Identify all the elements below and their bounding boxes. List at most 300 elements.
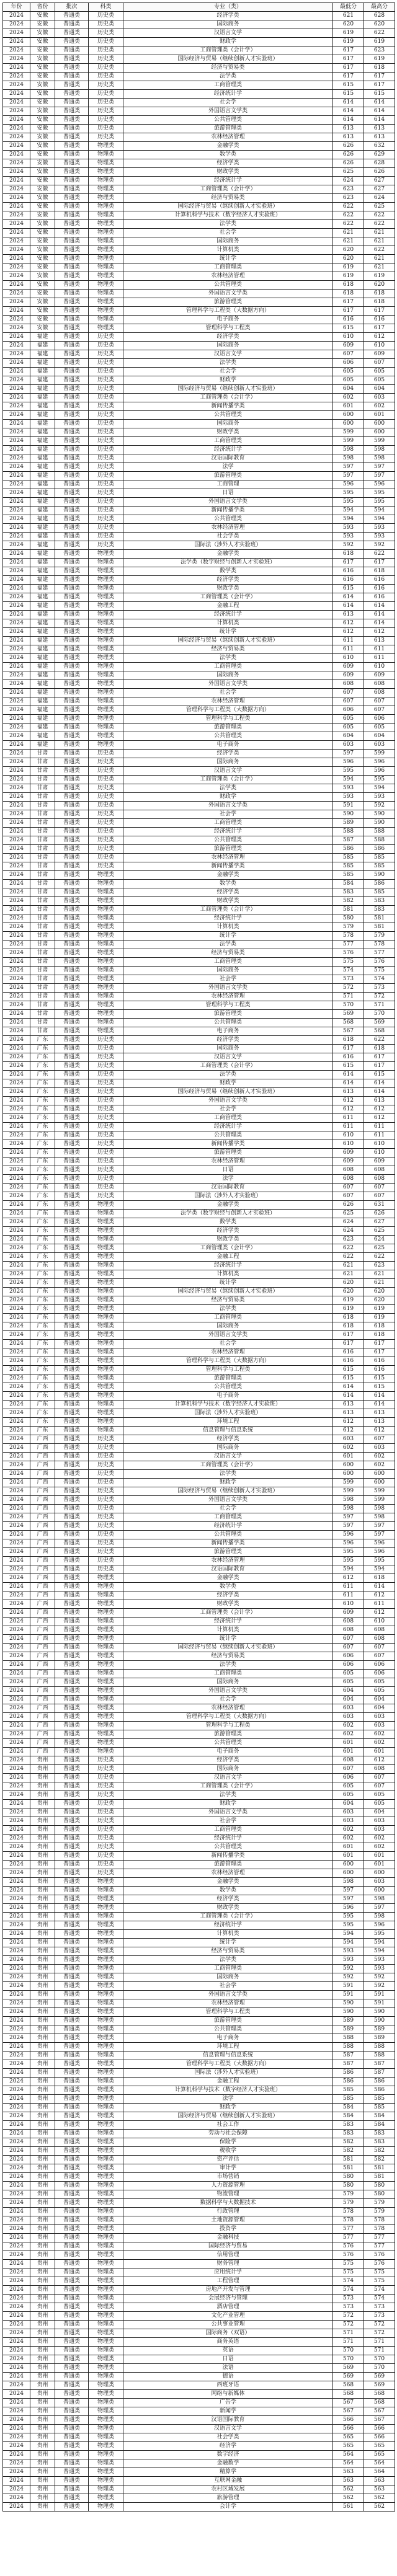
table-row [3, 984, 395, 993]
min-score-cell: 566 [333, 2425, 364, 2433]
subject-cell: 历史类 [89, 1756, 123, 1765]
subject-cell: 物理类 [89, 1600, 123, 1609]
subject-cell: 物理类 [89, 298, 123, 307]
subject-cell: 历史类 [89, 1531, 123, 1539]
year-cell: 2024 [3, 1270, 30, 1279]
major-cell: 保险学 [123, 2138, 333, 2147]
table-row [3, 2190, 395, 2199]
max-score-cell: 606 [364, 1670, 395, 1678]
min-score-cell: 622 [333, 220, 364, 229]
min-score-cell: 610 [333, 1140, 364, 1149]
major-cell: 管理科学与工程类 [123, 2008, 333, 2017]
batch-cell: 普通类 [55, 1904, 89, 1913]
table-row [3, 2251, 395, 2260]
major-cell: 精算学 [123, 2468, 333, 2477]
min-score-cell: 595 [333, 498, 364, 507]
table-row [3, 211, 395, 220]
major-cell: 国际经济与贸易（继续创新人才实验班） [123, 1288, 333, 1296]
max-score-cell: 614 [364, 99, 395, 107]
min-score-cell: 569 [333, 2364, 364, 2373]
year-cell: 2024 [3, 2355, 30, 2364]
year-cell: 2024 [3, 1279, 30, 1288]
subject-cell: 物理类 [89, 1409, 123, 1418]
subject-cell: 物理类 [89, 715, 123, 724]
table-row [3, 1175, 395, 1184]
major-cell: 电子商务 [123, 1027, 333, 1036]
major-cell: 工商管理类（会计学） [123, 1609, 333, 1618]
batch-cell: 普通类 [55, 2355, 89, 2364]
province-cell: 福建 [30, 385, 55, 394]
max-score-cell: 573 [364, 2303, 395, 2312]
min-score-cell: 601 [333, 1852, 364, 1861]
max-score-cell: 614 [364, 1583, 395, 1591]
max-score-cell: 622 [364, 29, 395, 38]
min-score-cell: 604 [333, 1696, 364, 1704]
max-score-cell: 607 [364, 1184, 395, 1192]
table-row [3, 385, 395, 394]
year-cell: 2024 [3, 2242, 30, 2251]
table-row [3, 29, 395, 38]
major-cell: 应用统计学 [123, 2268, 333, 2277]
batch-cell: 普通类 [55, 1114, 89, 1123]
major-cell: 土地资源管理 [123, 2216, 333, 2225]
subject-cell: 物理类 [89, 2216, 123, 2225]
max-score-cell: 586 [364, 880, 395, 888]
major-cell: 国际商务（双语） [123, 2329, 333, 2338]
major-cell: 社会学 [123, 810, 333, 819]
subject-cell: 历史类 [89, 767, 123, 776]
max-score-cell: 588 [364, 2043, 395, 2052]
major-cell: 统计学 [123, 255, 333, 263]
province-cell: 甘肃 [30, 932, 55, 941]
year-cell: 2024 [3, 1192, 30, 1201]
province-cell: 广西 [30, 1505, 55, 1513]
subject-cell: 历史类 [89, 515, 123, 524]
min-score-cell: 616 [333, 567, 364, 576]
province-cell: 贵州 [30, 2147, 55, 2156]
year-cell: 2024 [3, 524, 30, 533]
year-cell: 2024 [3, 1817, 30, 1826]
min-score-cell: 564 [333, 2459, 364, 2468]
major-cell: 酒店管理 [123, 2303, 333, 2312]
batch-cell: 普通类 [55, 2104, 89, 2112]
max-score-cell: 588 [364, 2052, 395, 2060]
table-row [3, 1157, 395, 1166]
subject-cell: 历史类 [89, 1826, 123, 1835]
table-row [3, 1079, 395, 1088]
batch-cell: 普通类 [55, 1079, 89, 1088]
year-cell: 2024 [3, 272, 30, 281]
max-score-cell: 599 [364, 1487, 395, 1496]
batch-cell: 普通类 [55, 1201, 89, 1210]
table-row [3, 99, 395, 107]
max-score-cell: 616 [364, 585, 395, 593]
major-cell: 工商管理类 [123, 437, 333, 446]
min-score-cell: 595 [333, 1548, 364, 1557]
batch-cell: 普通类 [55, 394, 89, 402]
subject-cell: 历史类 [89, 480, 123, 489]
batch-cell: 普通类 [55, 507, 89, 515]
province-cell: 广东 [30, 1244, 55, 1253]
year-cell: 2024 [3, 1062, 30, 1071]
max-score-cell: 621 [364, 255, 395, 263]
year-cell: 2024 [3, 1105, 30, 1114]
subject-cell: 物理类 [89, 1218, 123, 1227]
major-cell: 经济与贸易类 [123, 1947, 333, 1956]
year-cell: 2024 [3, 1218, 30, 1227]
subject-cell: 物理类 [89, 2121, 123, 2130]
min-score-cell: 624 [333, 1227, 364, 1236]
max-score-cell: 576 [364, 958, 395, 967]
min-score-cell: 611 [333, 1114, 364, 1123]
subject-cell: 物理类 [89, 671, 123, 680]
min-score-cell: 606 [333, 359, 364, 368]
table-row [3, 906, 395, 914]
batch-cell: 普通类 [55, 1843, 89, 1852]
batch-cell: 普通类 [55, 229, 89, 237]
subject-cell: 物理类 [89, 654, 123, 663]
major-cell: 外国语言文学类 [123, 1496, 333, 1505]
min-score-cell: 621 [333, 12, 364, 20]
header-row [3, 3, 395, 12]
subject-cell: 物理类 [89, 307, 123, 316]
batch-cell: 普通类 [55, 611, 89, 619]
subject-cell: 历史类 [89, 1444, 123, 1453]
major-cell: 信用管理 [123, 2251, 333, 2260]
batch-cell: 普通类 [55, 2017, 89, 2025]
subject-cell: 物理类 [89, 1357, 123, 1366]
province-cell: 广东 [30, 1418, 55, 1427]
major-cell: 外国语言文学类 [123, 984, 333, 993]
table-row [3, 2321, 395, 2329]
max-score-cell: 618 [364, 1045, 395, 1053]
province-cell: 福建 [30, 671, 55, 680]
province-cell: 安徽 [30, 116, 55, 125]
max-score-cell: 599 [364, 1496, 395, 1505]
batch-cell: 普通类 [55, 1661, 89, 1670]
subject-cell: 物理类 [89, 2277, 123, 2286]
province-cell: 广西 [30, 1704, 55, 1713]
table-row [3, 654, 395, 663]
max-score-cell: 617 [364, 73, 395, 81]
subject-cell: 历史类 [89, 776, 123, 784]
max-score-cell: 608 [364, 689, 395, 697]
table-row [3, 1947, 395, 1956]
major-cell: 财政学 [123, 1800, 333, 1808]
batch-cell: 普通类 [55, 2095, 89, 2104]
min-score-cell: 615 [333, 81, 364, 90]
subject-cell: 物理类 [89, 1670, 123, 1678]
max-score-cell: 585 [364, 862, 395, 871]
year-cell: 2024 [3, 993, 30, 1001]
table-row [3, 350, 395, 359]
batch-cell: 普通类 [55, 1895, 89, 1904]
min-score-cell: 576 [333, 2242, 364, 2251]
min-score-cell: 569 [333, 1010, 364, 1019]
max-score-cell: 604 [364, 1808, 395, 1817]
table-row [3, 1600, 395, 1609]
max-score-cell: 616 [364, 1366, 395, 1374]
year-cell: 2024 [3, 1201, 30, 1210]
max-score-cell: 621 [364, 1279, 395, 1288]
year-cell: 2024 [3, 2147, 30, 2156]
province-cell: 广东 [30, 1322, 55, 1331]
province-cell: 贵州 [30, 2078, 55, 2086]
batch-cell: 普通类 [55, 1635, 89, 1644]
min-score-cell: 595 [333, 1557, 364, 1565]
year-cell: 2024 [3, 1635, 30, 1644]
table-row [3, 1131, 395, 1140]
year-cell: 2024 [3, 819, 30, 828]
year-cell: 2024 [3, 1348, 30, 1357]
batch-cell: 普通类 [55, 463, 89, 472]
province-cell: 贵州 [30, 2442, 55, 2451]
max-score-cell: 590 [364, 2017, 395, 2025]
max-score-cell: 595 [364, 498, 395, 507]
table-row [3, 802, 395, 810]
table-row [3, 2234, 395, 2242]
table-row [3, 1583, 395, 1591]
table-row [3, 585, 395, 593]
batch-cell: 普通类 [55, 1800, 89, 1808]
year-cell: 2024 [3, 211, 30, 220]
major-cell: 法学类 [123, 220, 333, 229]
major-cell: 信息管理与信息系统 [123, 2052, 333, 2060]
province-cell: 广东 [30, 1253, 55, 1262]
major-cell: 社会学 [123, 229, 333, 237]
min-score-cell: 622 [333, 203, 364, 211]
max-score-cell: 593 [364, 793, 395, 802]
major-cell: 工商管理类 [123, 663, 333, 671]
subject-cell: 物理类 [89, 1010, 123, 1019]
header-batch: 批次 [55, 3, 89, 12]
province-cell: 广西 [30, 1461, 55, 1470]
min-score-cell: 620 [333, 255, 364, 263]
subject-cell: 历史类 [89, 1079, 123, 1088]
min-score-cell: 595 [333, 489, 364, 498]
table-row [3, 125, 395, 133]
province-cell: 贵州 [30, 2329, 55, 2338]
province-cell: 福建 [30, 654, 55, 663]
batch-cell: 普通类 [55, 194, 89, 203]
major-cell: 新闻传播学类 [123, 1539, 333, 1548]
major-cell: 金融学类 [123, 550, 333, 559]
province-cell: 贵州 [30, 2025, 55, 2034]
province-cell: 贵州 [30, 1904, 55, 1913]
province-cell: 甘肃 [30, 828, 55, 836]
batch-cell: 普通类 [55, 680, 89, 689]
year-cell: 2024 [3, 480, 30, 489]
table-row [3, 1618, 395, 1626]
subject-cell: 物理类 [89, 1253, 123, 1262]
major-cell: 金融工程 [123, 602, 333, 611]
year-cell: 2024 [3, 2390, 30, 2399]
batch-cell: 普通类 [55, 1991, 89, 1999]
batch-cell: 普通类 [55, 1670, 89, 1678]
year-cell: 2024 [3, 836, 30, 845]
batch-cell: 普通类 [55, 602, 89, 611]
year-cell: 2024 [3, 1470, 30, 1479]
major-cell: 信息管理与信息系统 [123, 1427, 333, 1435]
batch-cell: 普通类 [55, 1939, 89, 1947]
major-cell: 外国语言文学类 [123, 107, 333, 116]
province-cell: 贵州 [30, 2399, 55, 2407]
major-cell: 国际商务 [123, 20, 333, 29]
major-cell: 外国语言文学类 [123, 1331, 333, 1340]
subject-cell: 历史类 [89, 1791, 123, 1800]
major-cell: 社会学 [123, 1105, 333, 1114]
major-cell: 农林经济管理 [123, 524, 333, 533]
year-cell: 2024 [3, 1591, 30, 1600]
batch-cell: 普通类 [55, 628, 89, 637]
major-cell: 法学类 [123, 1470, 333, 1479]
table-row [3, 1921, 395, 1930]
subject-cell: 历史类 [89, 498, 123, 507]
batch-cell: 普通类 [55, 697, 89, 706]
batch-cell: 普通类 [55, 1409, 89, 1418]
max-score-cell: 612 [364, 1756, 395, 1765]
major-cell: 计算机类 [123, 923, 333, 932]
batch-cell: 普通类 [55, 1262, 89, 1270]
min-score-cell: 610 [333, 654, 364, 663]
max-score-cell: 612 [364, 1609, 395, 1618]
major-cell: 审计学 [123, 2164, 333, 2173]
max-score-cell: 621 [364, 263, 395, 272]
year-cell: 2024 [3, 125, 30, 133]
major-cell: 财政学 [123, 1079, 333, 1088]
max-score-cell: 601 [364, 1852, 395, 1861]
max-score-cell: 622 [364, 220, 395, 229]
province-cell: 广东 [30, 1123, 55, 1131]
province-cell: 福建 [30, 741, 55, 750]
subject-cell: 物理类 [89, 2138, 123, 2147]
max-score-cell: 603 [364, 1878, 395, 1887]
table-row [3, 1149, 395, 1157]
batch-cell: 普通类 [55, 541, 89, 550]
max-score-cell: 624 [364, 1236, 395, 1244]
table-row [3, 2295, 395, 2303]
table-row [3, 1852, 395, 1861]
province-cell: 广东 [30, 1366, 55, 1374]
batch-cell: 普通类 [55, 1401, 89, 1409]
year-cell: 2024 [3, 533, 30, 541]
major-cell: 经济学类 [123, 159, 333, 168]
subject-cell: 物理类 [89, 932, 123, 941]
province-cell: 广西 [30, 1670, 55, 1678]
province-cell: 贵州 [30, 2060, 55, 2069]
batch-cell: 普通类 [55, 854, 89, 862]
max-score-cell: 573 [364, 984, 395, 993]
year-cell: 2024 [3, 984, 30, 993]
major-cell: 财政学 [123, 2104, 333, 2112]
major-cell: 公共管理类 [123, 116, 333, 125]
year-cell: 2024 [3, 1765, 30, 1774]
province-cell: 贵州 [30, 2503, 55, 2512]
batch-cell: 普通类 [55, 1027, 89, 1036]
batch-cell: 普通类 [55, 2451, 89, 2459]
table-row [3, 368, 395, 376]
province-cell: 安徽 [30, 90, 55, 99]
batch-cell: 普通类 [55, 1835, 89, 1843]
year-cell: 2024 [3, 2373, 30, 2381]
province-cell: 广西 [30, 1644, 55, 1652]
min-score-cell: 596 [333, 1539, 364, 1548]
major-cell: 管理科学与工程类 [123, 1366, 333, 1374]
table-row [3, 159, 395, 168]
batch-cell: 普通类 [55, 1583, 89, 1591]
subject-cell: 物理类 [89, 1913, 123, 1921]
year-cell: 2024 [3, 2156, 30, 2164]
min-score-cell: 614 [333, 593, 364, 602]
min-score-cell: 567 [333, 2407, 364, 2416]
table-row [3, 1401, 395, 1409]
major-cell: 日语 [123, 1166, 333, 1175]
min-score-cell: 601 [333, 402, 364, 411]
major-cell: 国际经济与贸易（继续创新人才实验班） [123, 55, 333, 64]
subject-cell: 物理类 [89, 1878, 123, 1887]
max-score-cell: 610 [364, 1140, 395, 1149]
major-cell: 外国语言文学类 [123, 290, 333, 298]
province-cell: 安徽 [30, 159, 55, 168]
subject-cell: 物理类 [89, 1270, 123, 1279]
batch-cell: 普通类 [55, 784, 89, 793]
min-score-cell: 611 [333, 637, 364, 645]
max-score-cell: 596 [364, 1539, 395, 1548]
year-cell: 2024 [3, 203, 30, 211]
batch-cell: 普通类 [55, 1461, 89, 1470]
min-score-cell: 571 [333, 2338, 364, 2347]
min-score-cell: 570 [333, 2355, 364, 2364]
year-cell: 2024 [3, 1852, 30, 1861]
major-cell: 国际商务 [123, 671, 333, 680]
year-cell: 2024 [3, 2121, 30, 2130]
max-score-cell: 567 [364, 2416, 395, 2425]
max-score-cell: 572 [364, 2329, 395, 2338]
table-row [3, 12, 395, 20]
year-cell: 2024 [3, 64, 30, 73]
subject-cell: 物理类 [89, 2164, 123, 2173]
year-cell: 2024 [3, 159, 30, 168]
year-cell: 2024 [3, 1149, 30, 1157]
batch-cell: 普通类 [55, 984, 89, 993]
table-row [3, 1435, 395, 1444]
province-cell: 安徽 [30, 211, 55, 220]
min-score-cell: 597 [333, 1522, 364, 1531]
year-cell: 2024 [3, 2069, 30, 2078]
year-cell: 2024 [3, 1314, 30, 1322]
batch-cell: 普通类 [55, 1053, 89, 1062]
year-cell: 2024 [3, 1210, 30, 1218]
major-cell: 工商管理类（会计学） [123, 776, 333, 784]
batch-cell: 普通类 [55, 211, 89, 220]
batch-cell: 普通类 [55, 2459, 89, 2468]
province-cell: 甘肃 [30, 750, 55, 758]
max-score-cell: 598 [364, 1505, 395, 1513]
table-row [3, 2477, 395, 2485]
major-cell: 汉语国际教育 [123, 1565, 333, 1574]
batch-cell: 普通类 [55, 1062, 89, 1071]
year-cell: 2024 [3, 914, 30, 923]
max-score-cell: 610 [364, 342, 395, 350]
batch-cell: 普通类 [55, 1123, 89, 1131]
major-cell: 财政学类 [123, 428, 333, 437]
min-score-cell: 613 [333, 1409, 364, 1418]
major-cell: 经济与贸易类 [123, 645, 333, 654]
min-score-cell: 613 [333, 125, 364, 133]
province-cell: 福建 [30, 454, 55, 463]
table-row [3, 1279, 395, 1288]
max-score-cell: 618 [364, 1331, 395, 1340]
